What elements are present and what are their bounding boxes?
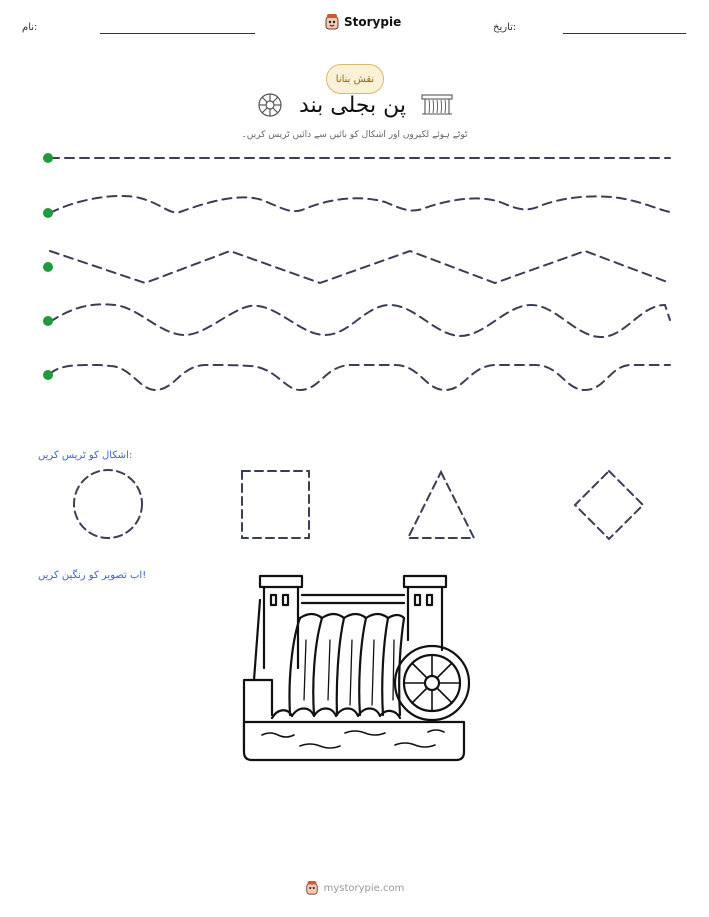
trace-triangle bbox=[408, 472, 474, 538]
hydro-dam-illustration bbox=[244, 576, 469, 760]
name-label: نام: bbox=[22, 22, 38, 33]
storypie-logo-icon bbox=[305, 880, 319, 896]
color-label: اب تصویر کو رنگین کریں! bbox=[38, 570, 147, 581]
trace-circle bbox=[74, 470, 142, 538]
date-label: تاریخ: bbox=[493, 22, 517, 33]
activity-badge: نقش بنانا bbox=[326, 64, 384, 94]
brand-name: Storypie bbox=[344, 15, 402, 29]
start-dot bbox=[43, 370, 53, 380]
instructions: ٹوٹے ہوئے لکیروں اور اشکال کو بائیں سے دائیں ٹریس کریں۔ bbox=[241, 130, 468, 140]
start-dot bbox=[43, 262, 53, 272]
page-title: پن بجلی بند bbox=[298, 92, 407, 118]
footer bbox=[0, 880, 709, 896]
start-dot bbox=[43, 316, 53, 326]
footer-url[interactable]: mystorypie.com bbox=[323, 882, 405, 894]
shapes-label: اشکال کو ٹریس کریں: bbox=[38, 450, 133, 461]
trace-line-wave-2 bbox=[50, 304, 670, 337]
trace-line-loop bbox=[50, 365, 670, 390]
trace-square bbox=[242, 471, 309, 538]
trace-diamond bbox=[575, 471, 643, 539]
trace-line-zigzag bbox=[50, 251, 670, 283]
start-dot bbox=[43, 208, 53, 218]
trace-line-wave bbox=[50, 196, 670, 213]
start-dot bbox=[43, 153, 53, 163]
